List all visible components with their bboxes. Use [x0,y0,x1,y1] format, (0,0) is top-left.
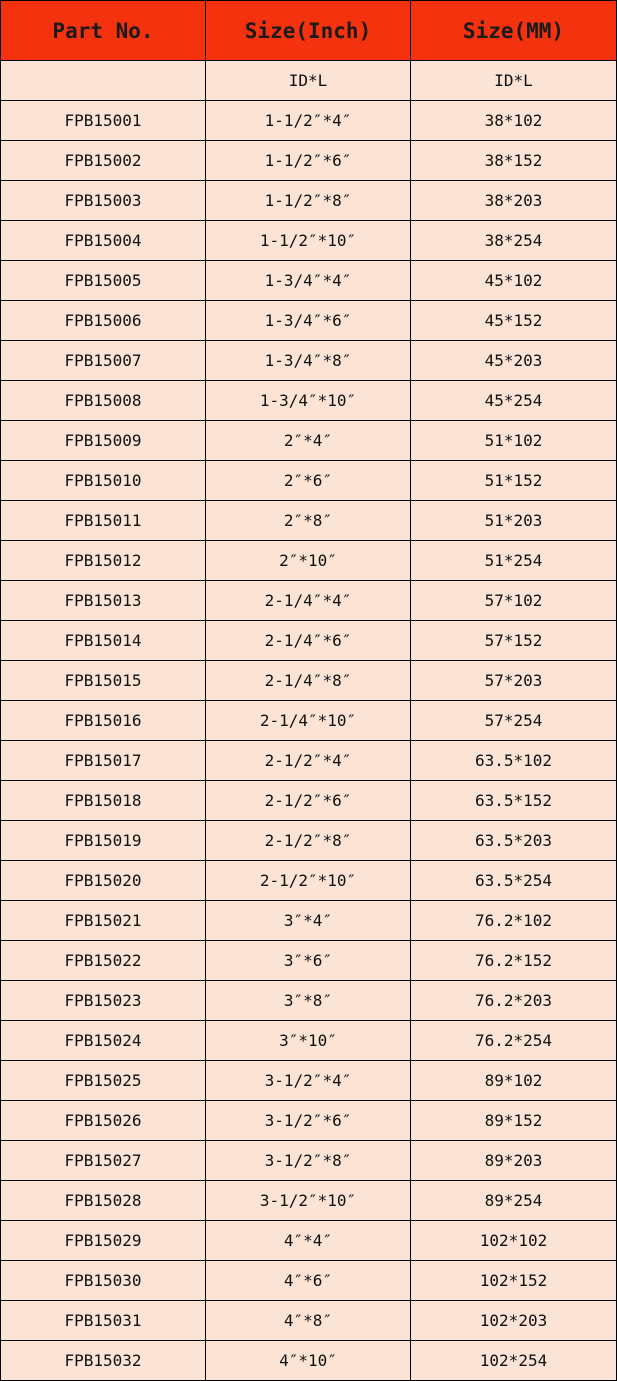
table-row [1,821,617,861]
table-row [1,1221,617,1261]
size-mm-cell: 38*254 [411,221,617,261]
size-inch-cell: 1-1/2″*6″ [206,141,411,181]
size-inch-cell: 1-3/4″*8″ [206,341,411,381]
part-no-cell: FPB15031 [1,1301,206,1341]
part-no-cell: FPB15016 [1,701,206,741]
size-mm-cell: 76.2*102 [411,901,617,941]
part-no-cell: FPB15026 [1,1101,206,1141]
size-inch-cell: 2-1/4″*4″ [206,581,411,621]
size-mm-cell: 57*102 [411,581,617,621]
size-mm-cell: 45*203 [411,341,617,381]
size-inch-cell: 4″*8″ [206,1301,411,1341]
table-row [1,221,617,261]
table-row [1,1261,617,1301]
size-inch-cell: 2-1/2″*8″ [206,821,411,861]
size-inch-cell: 2-1/4″*6″ [206,621,411,661]
size-inch-cell: 2″*6″ [206,461,411,501]
part-no-cell: FPB15020 [1,861,206,901]
part-no-cell: FPB15006 [1,301,206,341]
part-no-cell: FPB15024 [1,1021,206,1061]
size-inch-cell: 2-1/2″*6″ [206,781,411,821]
size-mm-cell: 51*203 [411,501,617,541]
size-mm-cell: 102*102 [411,1221,617,1261]
table-row [1,781,617,821]
part-no-cell: FPB15023 [1,981,206,1021]
size-mm-cell: 51*152 [411,461,617,501]
table-header [1,1,617,61]
table-row [1,341,617,381]
part-no-cell: FPB15021 [1,901,206,941]
table-row [1,141,617,181]
size-mm-cell: 38*102 [411,101,617,141]
table-row [1,621,617,661]
size-mm-cell: 76.2*152 [411,941,617,981]
table-body [1,61,617,1381]
size-inch-cell: 3-1/2″*8″ [206,1141,411,1181]
part-no-cell: FPB15018 [1,781,206,821]
size-inch-cell: 3″*8″ [206,981,411,1021]
table-row [1,1061,617,1101]
size-mm-cell: 45*102 [411,261,617,301]
header-part-no: Part No. [1,1,206,61]
size-inch-cell: 1-3/4″*4″ [206,261,411,301]
part-no-cell: FPB15005 [1,261,206,301]
header-size-mm: Size(MM) [411,1,617,61]
table-row [1,1021,617,1061]
part-no-cell: FPB15001 [1,101,206,141]
table-row [1,461,617,501]
size-mm-cell: 89*203 [411,1141,617,1181]
size-mm-cell: 102*203 [411,1301,617,1341]
table-row [1,1141,617,1181]
size-inch-cell: 1-3/4″*6″ [206,301,411,341]
subheader-size-mm: ID*L [411,61,617,101]
size-inch-cell: 1-3/4″*10″ [206,381,411,421]
size-inch-cell: 2″*4″ [206,421,411,461]
size-mm-cell: 89*254 [411,1181,617,1221]
table-row [1,301,617,341]
table-row [1,501,617,541]
part-no-cell: FPB15004 [1,221,206,261]
part-no-cell: FPB15032 [1,1341,206,1381]
size-inch-cell: 2-1/2″*10″ [206,861,411,901]
size-inch-cell: 4″*10″ [206,1341,411,1381]
part-no-cell: FPB15003 [1,181,206,221]
size-inch-cell: 3-1/2″*4″ [206,1061,411,1101]
part-no-cell: FPB15019 [1,821,206,861]
part-no-cell: FPB15011 [1,501,206,541]
size-mm-cell: 38*203 [411,181,617,221]
part-no-cell: FPB15008 [1,381,206,421]
size-mm-cell: 102*152 [411,1261,617,1301]
table-row [1,941,617,981]
size-mm-cell: 76.2*203 [411,981,617,1021]
table-row [1,381,617,421]
size-mm-cell: 63.5*254 [411,861,617,901]
part-no-cell: FPB15012 [1,541,206,581]
table-row [1,261,617,301]
size-inch-cell: 2″*8″ [206,501,411,541]
table-row [1,701,617,741]
table-row [1,1341,617,1381]
size-mm-cell: 57*152 [411,621,617,661]
size-inch-cell: 3″*6″ [206,941,411,981]
part-no-cell: FPB15013 [1,581,206,621]
subheader-row [1,61,617,101]
size-inch-cell: 4″*4″ [206,1221,411,1261]
table-row [1,541,617,581]
size-inch-cell: 2-1/2″*4″ [206,741,411,781]
size-inch-cell: 3″*10″ [206,1021,411,1061]
table-row [1,901,617,941]
part-no-cell: FPB15029 [1,1221,206,1261]
part-no-cell: FPB15022 [1,941,206,981]
table-row [1,981,617,1021]
part-no-cell: FPB15002 [1,141,206,181]
part-no-cell: FPB15027 [1,1141,206,1181]
size-inch-cell: 3″*4″ [206,901,411,941]
subheader-size-inch: ID*L [206,61,411,101]
size-inch-cell: 2-1/4″*10″ [206,701,411,741]
table-row [1,1101,617,1141]
size-mm-cell: 63.5*203 [411,821,617,861]
size-inch-cell: 3-1/2″*10″ [206,1181,411,1221]
size-mm-cell: 102*254 [411,1341,617,1381]
header-size-inch: Size(Inch) [206,1,411,61]
size-mm-cell: 57*203 [411,661,617,701]
table-row [1,661,617,701]
table-row [1,1301,617,1341]
part-no-cell: FPB15030 [1,1261,206,1301]
part-no-cell: FPB15009 [1,421,206,461]
size-inch-cell: 1-1/2″*10″ [206,221,411,261]
part-no-cell: FPB15010 [1,461,206,501]
table-row [1,581,617,621]
table-row [1,421,617,461]
size-mm-cell: 38*152 [411,141,617,181]
part-no-cell: FPB15015 [1,661,206,701]
table-row [1,1181,617,1221]
size-mm-cell: 76.2*254 [411,1021,617,1061]
size-mm-cell: 63.5*102 [411,741,617,781]
size-mm-cell: 51*102 [411,421,617,461]
table-row [1,101,617,141]
part-no-cell: FPB15007 [1,341,206,381]
size-inch-cell: 1-1/2″*8″ [206,181,411,221]
subheader-part-no [1,61,206,101]
size-mm-cell: 45*152 [411,301,617,341]
size-inch-cell: 2″*10″ [206,541,411,581]
part-no-cell: FPB15025 [1,1061,206,1101]
size-inch-cell: 4″*6″ [206,1261,411,1301]
part-no-cell: FPB15028 [1,1181,206,1221]
table-row [1,861,617,901]
size-mm-cell: 45*254 [411,381,617,421]
size-inch-cell: 2-1/4″*8″ [206,661,411,701]
header-row [1,1,617,61]
size-mm-cell: 63.5*152 [411,781,617,821]
size-mm-cell: 89*152 [411,1101,617,1141]
size-mm-cell: 57*254 [411,701,617,741]
part-no-cell: FPB15014 [1,621,206,661]
size-inch-cell: 1-1/2″*4″ [206,101,411,141]
table-row [1,181,617,221]
size-inch-cell: 3-1/2″*6″ [206,1101,411,1141]
part-no-cell: FPB15017 [1,741,206,781]
table-row [1,741,617,781]
size-mm-cell: 51*254 [411,541,617,581]
size-mm-cell: 89*102 [411,1061,617,1101]
